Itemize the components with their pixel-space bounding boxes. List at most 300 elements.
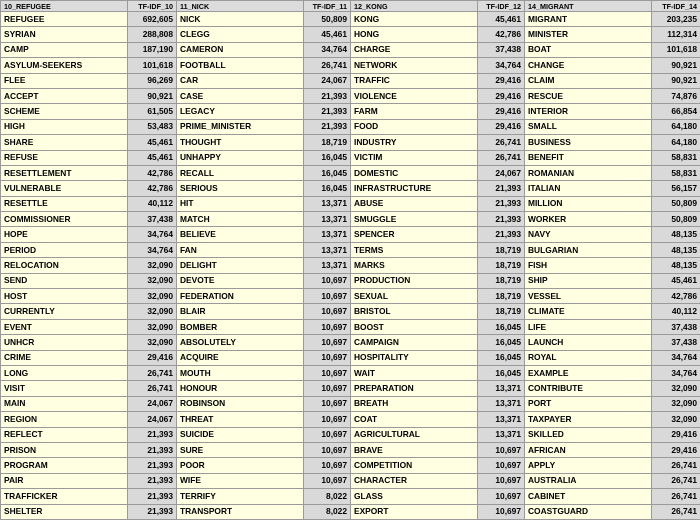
migrant-term-cell[interactable]: VESSEL (525, 289, 652, 304)
nick-term-cell[interactable]: CLEGG (177, 27, 304, 42)
nick-term-cell[interactable]: HONOUR (177, 381, 304, 396)
nick-tfidf-cell[interactable]: 10,697 (304, 458, 351, 473)
nick-tfidf-cell[interactable]: 10,697 (304, 289, 351, 304)
migrant-tfidf-cell[interactable]: 112,314 (652, 27, 700, 42)
table-row (1, 381, 700, 396)
nick-term-cell[interactable]: TERRIFY (177, 489, 304, 504)
nick-tfidf-cell[interactable]: 24,067 (304, 73, 351, 88)
nick-term-cell[interactable]: RECALL (177, 165, 304, 180)
migrant-tfidf-cell[interactable]: 26,741 (652, 458, 700, 473)
migrant-tfidf-cell[interactable]: 26,741 (652, 489, 700, 504)
nick-tfidf-cell[interactable]: 13,371 (304, 196, 351, 211)
table-row (1, 88, 700, 103)
nick-tfidf-cell[interactable]: 21,393 (304, 119, 351, 134)
migrant-term-cell[interactable]: BOAT (525, 42, 652, 57)
migrant-tfidf-cell[interactable]: 56,157 (652, 181, 700, 196)
kong-term-cell[interactable]: COMPETITION (351, 458, 478, 473)
refugee-tfidf-cell[interactable]: 21,393 (128, 427, 177, 442)
refugee-term-cell[interactable]: HOPE (1, 227, 128, 242)
col-header-refugee-tfidf[interactable]: TF-IDF_10 (128, 1, 177, 12)
migrant-tfidf-cell[interactable]: 64,180 (652, 119, 700, 134)
refugee-tfidf-cell[interactable]: 32,090 (128, 319, 177, 334)
kong-tfidf-cell[interactable]: 21,393 (478, 181, 525, 196)
migrant-tfidf-cell[interactable]: 90,921 (652, 58, 700, 73)
refugee-tfidf-cell[interactable]: 692,605 (128, 12, 177, 27)
migrant-tfidf-cell[interactable]: 48,135 (652, 258, 700, 273)
refugee-term-cell[interactable]: VULNERABLE (1, 181, 128, 196)
migrant-term-cell[interactable]: SKILLED (525, 427, 652, 442)
refugee-tfidf-cell[interactable]: 101,618 (128, 58, 177, 73)
refugee-term-cell[interactable]: PERIOD (1, 242, 128, 257)
table-row (1, 350, 700, 365)
kong-term-cell[interactable]: FARM (351, 104, 478, 119)
table-row (1, 396, 700, 411)
migrant-tfidf-cell[interactable]: 32,090 (652, 412, 700, 427)
nick-term-cell[interactable]: TRANSPORT (177, 504, 304, 519)
migrant-term-cell[interactable]: MILLION (525, 196, 652, 211)
nick-tfidf-cell[interactable]: 10,697 (304, 365, 351, 380)
migrant-term-cell[interactable]: EXAMPLE (525, 365, 652, 380)
refugee-tfidf-cell[interactable]: 34,764 (128, 227, 177, 242)
nick-term-cell[interactable]: SERIOUS (177, 181, 304, 196)
kong-tfidf-cell[interactable]: 18,719 (478, 289, 525, 304)
kong-term-cell[interactable]: BRAVE (351, 442, 478, 457)
kong-tfidf-cell[interactable]: 10,697 (478, 504, 525, 519)
nick-tfidf-cell[interactable]: 10,697 (304, 304, 351, 319)
kong-term-cell[interactable]: ABUSE (351, 196, 478, 211)
nick-term-cell[interactable]: BLAIR (177, 304, 304, 319)
migrant-term-cell[interactable]: TAXPAYER (525, 412, 652, 427)
migrant-tfidf-cell[interactable]: 40,112 (652, 304, 700, 319)
nick-term-cell[interactable]: ABSOLUTELY (177, 335, 304, 350)
nick-term-cell[interactable]: PRIME_MINISTER (177, 119, 304, 134)
migrant-term-cell[interactable]: CABINET (525, 489, 652, 504)
kong-tfidf-cell[interactable]: 13,371 (478, 381, 525, 396)
migrant-term-cell[interactable]: WORKER (525, 212, 652, 227)
kong-term-cell[interactable]: TRAFFIC (351, 73, 478, 88)
refugee-tfidf-cell[interactable]: 53,483 (128, 119, 177, 134)
nick-tfidf-cell[interactable]: 10,697 (304, 396, 351, 411)
refugee-term-cell[interactable]: LONG (1, 365, 128, 380)
nick-tfidf-cell[interactable]: 10,697 (304, 473, 351, 488)
kong-tfidf-cell[interactable]: 26,741 (478, 135, 525, 150)
kong-term-cell[interactable]: KONG (351, 12, 478, 27)
migrant-tfidf-cell[interactable]: 37,438 (652, 335, 700, 350)
refugee-term-cell[interactable]: SYRIAN (1, 27, 128, 42)
nick-term-cell[interactable]: CASE (177, 88, 304, 103)
table-row (1, 104, 700, 119)
refugee-tfidf-cell[interactable]: 26,741 (128, 381, 177, 396)
migrant-term-cell[interactable]: LAUNCH (525, 335, 652, 350)
migrant-tfidf-cell[interactable]: 34,764 (652, 350, 700, 365)
refugee-tfidf-cell[interactable]: 288,808 (128, 27, 177, 42)
migrant-term-cell[interactable]: ITALIAN (525, 181, 652, 196)
refugee-term-cell[interactable]: CURRENTLY (1, 304, 128, 319)
nick-term-cell[interactable]: ACQUIRE (177, 350, 304, 365)
kong-tfidf-cell[interactable]: 21,393 (478, 227, 525, 242)
migrant-tfidf-cell[interactable]: 34,764 (652, 365, 700, 380)
kong-tfidf-cell[interactable]: 34,764 (478, 58, 525, 73)
refugee-term-cell[interactable]: RELOCATION (1, 258, 128, 273)
migrant-tfidf-cell[interactable]: 45,461 (652, 273, 700, 288)
refugee-tfidf-cell[interactable]: 96,269 (128, 73, 177, 88)
nick-term-cell[interactable]: BELIEVE (177, 227, 304, 242)
migrant-tfidf-cell[interactable]: 42,786 (652, 289, 700, 304)
refugee-tfidf-cell[interactable]: 24,067 (128, 396, 177, 411)
migrant-tfidf-cell[interactable]: 48,135 (652, 242, 700, 257)
kong-term-cell[interactable]: HONG (351, 27, 478, 42)
nick-tfidf-cell[interactable]: 10,697 (304, 319, 351, 334)
col-header-kong-tfidf[interactable]: TF-IDF_12 (478, 1, 525, 12)
refugee-term-cell[interactable]: TRAFFICKER (1, 489, 128, 504)
nick-tfidf-cell[interactable]: 21,393 (304, 88, 351, 103)
kong-tfidf-cell[interactable]: 18,719 (478, 258, 525, 273)
refugee-tfidf-cell[interactable]: 21,393 (128, 473, 177, 488)
col-header-kong-term[interactable]: 12_KONG (351, 1, 478, 12)
nick-term-cell[interactable]: UNHAPPY (177, 150, 304, 165)
nick-term-cell[interactable]: CAMERON (177, 42, 304, 57)
kong-term-cell[interactable]: MARKS (351, 258, 478, 273)
kong-tfidf-cell[interactable]: 24,067 (478, 165, 525, 180)
nick-term-cell[interactable]: WIFE (177, 473, 304, 488)
refugee-tfidf-cell[interactable]: 21,393 (128, 442, 177, 457)
refugee-tfidf-cell[interactable]: 29,416 (128, 350, 177, 365)
migrant-tfidf-cell[interactable]: 50,809 (652, 196, 700, 211)
kong-tfidf-cell[interactable]: 21,393 (478, 196, 525, 211)
kong-term-cell[interactable]: SPENCER (351, 227, 478, 242)
kong-term-cell[interactable]: DOMESTIC (351, 165, 478, 180)
kong-tfidf-cell[interactable]: 16,045 (478, 335, 525, 350)
nick-tfidf-cell[interactable]: 10,697 (304, 273, 351, 288)
nick-term-cell[interactable]: MOUTH (177, 365, 304, 380)
refugee-tfidf-cell[interactable]: 37,438 (128, 212, 177, 227)
migrant-tfidf-cell[interactable]: 58,831 (652, 165, 700, 180)
migrant-tfidf-cell[interactable]: 90,921 (652, 73, 700, 88)
refugee-tfidf-cell[interactable]: 42,786 (128, 181, 177, 196)
table-row (1, 12, 700, 27)
migrant-term-cell[interactable]: SMALL (525, 119, 652, 134)
kong-tfidf-cell[interactable]: 10,697 (478, 489, 525, 504)
nick-tfidf-cell[interactable]: 50,809 (304, 12, 351, 27)
refugee-tfidf-cell[interactable]: 42,786 (128, 165, 177, 180)
migrant-term-cell[interactable]: ROMANIAN (525, 165, 652, 180)
migrant-tfidf-cell[interactable]: 37,438 (652, 319, 700, 334)
kong-term-cell[interactable]: VICTIM (351, 150, 478, 165)
migrant-tfidf-cell[interactable]: 26,741 (652, 473, 700, 488)
refugee-tfidf-cell[interactable]: 187,190 (128, 42, 177, 57)
migrant-tfidf-cell[interactable]: 58,831 (652, 150, 700, 165)
nick-term-cell[interactable]: FAN (177, 242, 304, 257)
refugee-term-cell[interactable]: PAIR (1, 473, 128, 488)
nick-tfidf-cell[interactable]: 13,371 (304, 212, 351, 227)
refugee-tfidf-cell[interactable]: 21,393 (128, 504, 177, 519)
nick-term-cell[interactable]: POOR (177, 458, 304, 473)
refugee-tfidf-cell[interactable]: 90,921 (128, 88, 177, 103)
refugee-tfidf-cell[interactable]: 32,090 (128, 289, 177, 304)
nick-term-cell[interactable]: SURE (177, 442, 304, 457)
nick-tfidf-cell[interactable]: 10,697 (304, 427, 351, 442)
refugee-term-cell[interactable]: SHELTER (1, 504, 128, 519)
nick-tfidf-cell[interactable]: 10,697 (304, 442, 351, 457)
refugee-term-cell[interactable]: CRIME (1, 350, 128, 365)
nick-term-cell[interactable]: BOMBER (177, 319, 304, 334)
nick-term-cell[interactable]: SUICIDE (177, 427, 304, 442)
nick-tfidf-cell[interactable]: 10,697 (304, 412, 351, 427)
nick-tfidf-cell[interactable]: 16,045 (304, 165, 351, 180)
kong-term-cell[interactable]: EXPORT (351, 504, 478, 519)
table-row (1, 473, 700, 488)
kong-term-cell[interactable]: VIOLENCE (351, 88, 478, 103)
table-row (1, 165, 700, 180)
migrant-term-cell[interactable]: MINISTER (525, 27, 652, 42)
col-header-refugee-term[interactable]: 10_REFUGEE (1, 1, 128, 12)
refugee-tfidf-cell[interactable]: 45,461 (128, 135, 177, 150)
kong-tfidf-cell[interactable]: 10,697 (478, 442, 525, 457)
col-header-migrant-term[interactable]: 14_MIGRANT (525, 1, 652, 12)
kong-term-cell[interactable]: BRISTOL (351, 304, 478, 319)
refugee-term-cell[interactable]: ASYLUM-SEEKERS (1, 58, 128, 73)
kong-term-cell[interactable]: PREPARATION (351, 381, 478, 396)
nick-term-cell[interactable]: NICK (177, 12, 304, 27)
kong-term-cell[interactable]: TERMS (351, 242, 478, 257)
nick-tfidf-cell[interactable]: 21,393 (304, 104, 351, 119)
migrant-tfidf-cell[interactable]: 29,416 (652, 442, 700, 457)
table-row (1, 458, 700, 473)
table-row (1, 135, 700, 150)
kong-tfidf-cell[interactable]: 16,045 (478, 319, 525, 334)
refugee-tfidf-cell[interactable]: 32,090 (128, 258, 177, 273)
migrant-tfidf-cell[interactable]: 32,090 (652, 396, 700, 411)
refugee-term-cell[interactable]: PRISON (1, 442, 128, 457)
nick-term-cell[interactable]: FEDERATION (177, 289, 304, 304)
table-row (1, 181, 700, 196)
kong-term-cell[interactable]: GLASS (351, 489, 478, 504)
nick-term-cell[interactable]: ROBINSON (177, 396, 304, 411)
kong-tfidf-cell[interactable]: 42,786 (478, 27, 525, 42)
kong-tfidf-cell[interactable]: 26,741 (478, 150, 525, 165)
migrant-term-cell[interactable]: COASTGUARD (525, 504, 652, 519)
migrant-term-cell[interactable]: FISH (525, 258, 652, 273)
kong-tfidf-cell[interactable]: 18,719 (478, 304, 525, 319)
refugee-term-cell[interactable]: RESETTLE (1, 196, 128, 211)
migrant-tfidf-cell[interactable]: 29,416 (652, 427, 700, 442)
refugee-term-cell[interactable]: SEND (1, 273, 128, 288)
kong-term-cell[interactable]: WAIT (351, 365, 478, 380)
migrant-term-cell[interactable]: AUSTRALIA (525, 473, 652, 488)
table-row (1, 73, 700, 88)
kong-term-cell[interactable]: SMUGGLE (351, 212, 478, 227)
refugee-tfidf-cell[interactable]: 24,067 (128, 412, 177, 427)
kong-term-cell[interactable]: INDUSTRY (351, 135, 478, 150)
kong-term-cell[interactable]: COAT (351, 412, 478, 427)
col-header-nick-tfidf[interactable]: TF-IDF_11 (304, 1, 351, 12)
migrant-term-cell[interactable]: CLAIM (525, 73, 652, 88)
refugee-term-cell[interactable]: UNHCR (1, 335, 128, 350)
migrant-term-cell[interactable]: LIFE (525, 319, 652, 334)
kong-term-cell[interactable]: FOOD (351, 119, 478, 134)
migrant-tfidf-cell[interactable]: 66,854 (652, 104, 700, 119)
refugee-term-cell[interactable]: HIGH (1, 119, 128, 134)
refugee-tfidf-cell[interactable]: 32,090 (128, 335, 177, 350)
refugee-term-cell[interactable]: FLEE (1, 73, 128, 88)
nick-tfidf-cell[interactable]: 26,741 (304, 58, 351, 73)
nick-tfidf-cell[interactable]: 13,371 (304, 258, 351, 273)
refugee-tfidf-cell[interactable]: 45,461 (128, 150, 177, 165)
migrant-term-cell[interactable]: APPLY (525, 458, 652, 473)
kong-tfidf-cell[interactable]: 16,045 (478, 350, 525, 365)
kong-tfidf-cell[interactable]: 13,371 (478, 396, 525, 411)
migrant-term-cell[interactable]: MIGRANT (525, 12, 652, 27)
migrant-term-cell[interactable]: NAVY (525, 227, 652, 242)
kong-tfidf-cell[interactable]: 29,416 (478, 119, 525, 134)
migrant-term-cell[interactable]: ROYAL (525, 350, 652, 365)
refugee-tfidf-cell[interactable]: 21,393 (128, 458, 177, 473)
migrant-tfidf-cell[interactable]: 203,235 (652, 12, 700, 27)
kong-tfidf-cell[interactable]: 10,697 (478, 458, 525, 473)
col-header-migrant-tfidf[interactable]: TF-IDF_14 (652, 1, 700, 12)
nick-term-cell[interactable]: MATCH (177, 212, 304, 227)
kong-tfidf-cell[interactable]: 18,719 (478, 273, 525, 288)
kong-term-cell[interactable]: CHARACTER (351, 473, 478, 488)
kong-term-cell[interactable]: CHARGE (351, 42, 478, 57)
table-row (1, 335, 700, 350)
table-row (1, 196, 700, 211)
table-row (1, 365, 700, 380)
refugee-tfidf-cell[interactable]: 40,112 (128, 196, 177, 211)
refugee-term-cell[interactable]: SCHEME (1, 104, 128, 119)
migrant-tfidf-cell[interactable]: 26,741 (652, 504, 700, 519)
migrant-tfidf-cell[interactable]: 64,180 (652, 135, 700, 150)
kong-term-cell[interactable]: PRODUCTION (351, 273, 478, 288)
nick-tfidf-cell[interactable]: 10,697 (304, 335, 351, 350)
kong-term-cell[interactable]: BREATH (351, 396, 478, 411)
table-row (1, 304, 700, 319)
kong-term-cell[interactable]: BOOST (351, 319, 478, 334)
nick-term-cell[interactable]: DELIGHT (177, 258, 304, 273)
migrant-tfidf-cell[interactable]: 101,618 (652, 42, 700, 57)
table-row (1, 27, 700, 42)
table-row (1, 273, 700, 288)
nick-tfidf-cell[interactable]: 8,022 (304, 504, 351, 519)
migrant-term-cell[interactable]: BENEFIT (525, 150, 652, 165)
refugee-tfidf-cell[interactable]: 32,090 (128, 304, 177, 319)
migrant-term-cell[interactable]: RESCUE (525, 88, 652, 103)
migrant-term-cell[interactable]: BUSINESS (525, 135, 652, 150)
migrant-term-cell[interactable]: SHIP (525, 273, 652, 288)
refugee-term-cell[interactable]: VISIT (1, 381, 128, 396)
kong-tfidf-cell[interactable]: 10,697 (478, 473, 525, 488)
migrant-term-cell[interactable]: INTERIOR (525, 104, 652, 119)
migrant-term-cell[interactable]: AFRICAN (525, 442, 652, 457)
migrant-tfidf-cell[interactable]: 32,090 (652, 381, 700, 396)
migrant-tfidf-cell[interactable]: 48,135 (652, 227, 700, 242)
kong-tfidf-cell[interactable]: 45,461 (478, 12, 525, 27)
table-row (1, 289, 700, 304)
table-row (1, 58, 700, 73)
nick-tfidf-cell[interactable]: 34,764 (304, 42, 351, 57)
refugee-term-cell[interactable]: REFUGEE (1, 12, 128, 27)
kong-tfidf-cell[interactable]: 18,719 (478, 242, 525, 257)
kong-term-cell[interactable]: AGRICULTURAL (351, 427, 478, 442)
refugee-term-cell[interactable]: SHARE (1, 135, 128, 150)
kong-tfidf-cell[interactable]: 29,416 (478, 73, 525, 88)
refugee-tfidf-cell[interactable]: 61,505 (128, 104, 177, 119)
nick-term-cell[interactable]: DEVOTE (177, 273, 304, 288)
col-header-nick-term[interactable]: 11_NICK (177, 1, 304, 12)
nick-tfidf-cell[interactable]: 10,697 (304, 381, 351, 396)
kong-tfidf-cell[interactable]: 13,371 (478, 412, 525, 427)
table-row (1, 150, 700, 165)
migrant-term-cell[interactable]: BULGARIAN (525, 242, 652, 257)
nick-term-cell[interactable]: LEGACY (177, 104, 304, 119)
nick-tfidf-cell[interactable]: 18,719 (304, 135, 351, 150)
kong-tfidf-cell[interactable]: 29,416 (478, 104, 525, 119)
refugee-term-cell[interactable]: ACCEPT (1, 88, 128, 103)
kong-tfidf-cell[interactable]: 13,371 (478, 427, 525, 442)
kong-term-cell[interactable]: HOSPITALITY (351, 350, 478, 365)
migrant-tfidf-cell[interactable]: 74,876 (652, 88, 700, 103)
kong-tfidf-cell[interactable]: 37,438 (478, 42, 525, 57)
migrant-term-cell[interactable]: PORT (525, 396, 652, 411)
refugee-tfidf-cell[interactable]: 26,741 (128, 365, 177, 380)
refugee-term-cell[interactable]: REGION (1, 412, 128, 427)
nick-tfidf-cell[interactable]: 10,697 (304, 350, 351, 365)
nick-tfidf-cell[interactable]: 13,371 (304, 242, 351, 257)
refugee-term-cell[interactable]: HOST (1, 289, 128, 304)
table-row (1, 242, 700, 257)
refugee-term-cell[interactable]: CAMP (1, 42, 128, 57)
nick-term-cell[interactable]: THREAT (177, 412, 304, 427)
refugee-term-cell[interactable]: MAIN (1, 396, 128, 411)
kong-term-cell[interactable]: INFRASTRUCTURE (351, 181, 478, 196)
kong-tfidf-cell[interactable]: 29,416 (478, 88, 525, 103)
kong-term-cell[interactable]: NETWORK (351, 58, 478, 73)
nick-tfidf-cell[interactable]: 45,461 (304, 27, 351, 42)
refugee-tfidf-cell[interactable]: 21,393 (128, 489, 177, 504)
kong-tfidf-cell[interactable]: 16,045 (478, 365, 525, 380)
refugee-term-cell[interactable]: EVENT (1, 319, 128, 334)
migrant-tfidf-cell[interactable]: 50,809 (652, 212, 700, 227)
refugee-term-cell[interactable]: COMMISSIONER (1, 212, 128, 227)
kong-tfidf-cell[interactable]: 21,393 (478, 212, 525, 227)
nick-tfidf-cell[interactable]: 16,045 (304, 150, 351, 165)
refugee-tfidf-cell[interactable]: 34,764 (128, 242, 177, 257)
nick-tfidf-cell[interactable]: 13,371 (304, 227, 351, 242)
migrant-term-cell[interactable]: CLIMATE (525, 304, 652, 319)
nick-tfidf-cell[interactable]: 8,022 (304, 489, 351, 504)
refugee-term-cell[interactable]: PROGRAM (1, 458, 128, 473)
table-row (1, 319, 700, 334)
refugee-tfidf-cell[interactable]: 32,090 (128, 273, 177, 288)
nick-tfidf-cell[interactable]: 16,045 (304, 181, 351, 196)
nick-term-cell[interactable]: CAR (177, 73, 304, 88)
table-row (1, 212, 700, 227)
table-row (1, 227, 700, 242)
kong-term-cell[interactable]: SEXUAL (351, 289, 478, 304)
refugee-term-cell[interactable]: REFLECT (1, 427, 128, 442)
header-row (1, 1, 700, 12)
migrant-term-cell[interactable]: CONTRIBUTE (525, 381, 652, 396)
refugee-term-cell[interactable]: RESETTLEMENT (1, 165, 128, 180)
nick-term-cell[interactable]: FOOTBALL (177, 58, 304, 73)
migrant-term-cell[interactable]: CHANGE (525, 58, 652, 73)
nick-term-cell[interactable]: HIT (177, 196, 304, 211)
table-body (1, 12, 700, 520)
nick-term-cell[interactable]: THOUGHT (177, 135, 304, 150)
table-row (1, 427, 700, 442)
refugee-term-cell[interactable]: REFUSE (1, 150, 128, 165)
kong-term-cell[interactable]: CAMPAIGN (351, 335, 478, 350)
